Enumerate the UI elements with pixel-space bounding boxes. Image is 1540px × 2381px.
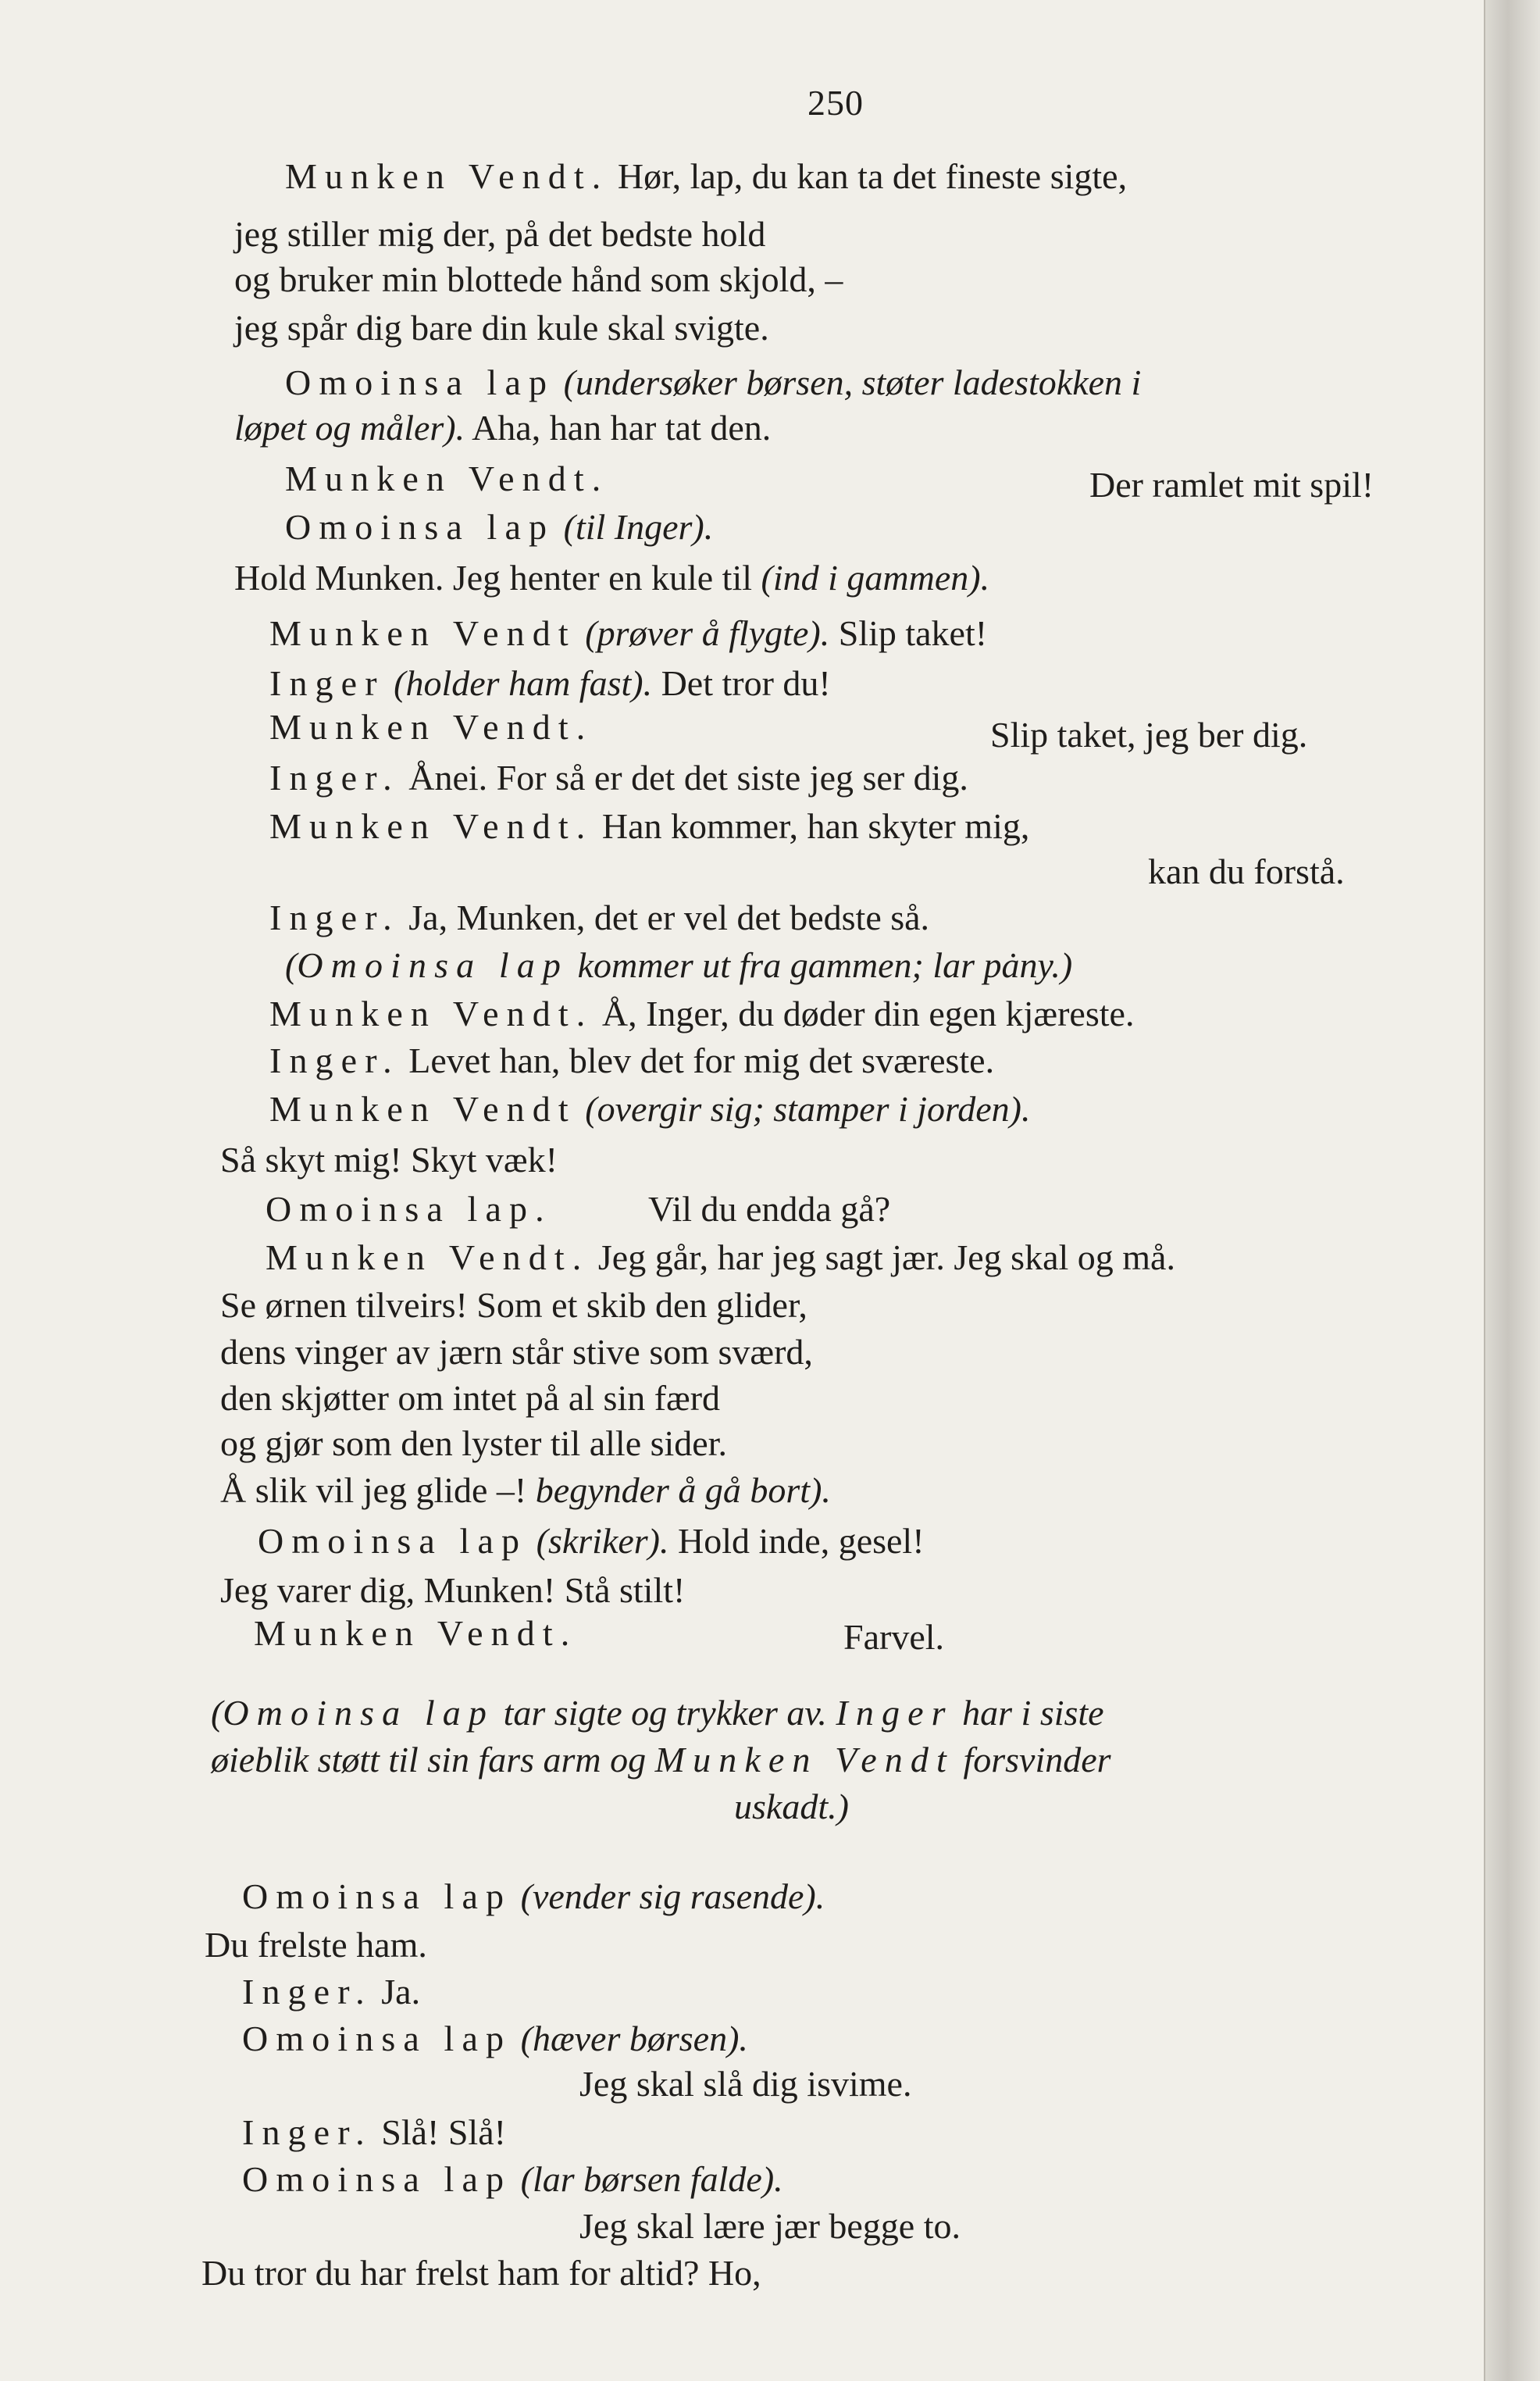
dialogue: Slip taket, jeg ber dig. bbox=[990, 715, 1308, 755]
stage-direction: løpet og måler). bbox=[234, 408, 465, 448]
text-line bbox=[242, 2017, 748, 2061]
speaker: Omoinsa lap bbox=[285, 507, 555, 547]
speaker: Omoinsa lap bbox=[223, 1693, 495, 1733]
dialogue: Farvel. bbox=[843, 1617, 945, 1657]
text-line bbox=[254, 1612, 577, 1655]
text-line bbox=[242, 2111, 506, 2154]
dialogue: og gjør som den lyster til alle sider. bbox=[220, 1423, 728, 1463]
text-line bbox=[266, 1236, 1175, 1280]
text-line bbox=[285, 457, 608, 501]
page-number: 250 bbox=[807, 83, 864, 123]
text-line bbox=[269, 896, 929, 940]
text-line bbox=[285, 155, 1127, 198]
dialogue: Se ørnen tilveirs! Som et skib den glider, bbox=[220, 1285, 807, 1325]
text-line bbox=[205, 1923, 427, 1967]
text-line bbox=[220, 1283, 807, 1327]
dialogue: Jeg skal slå dig isvime. bbox=[579, 2064, 912, 2104]
speaker: Munken Vendt bbox=[269, 613, 576, 653]
dialogue: Der ramlet mit spil! bbox=[1089, 465, 1374, 505]
stage-direction-line: uskadt.) bbox=[734, 1787, 849, 1826]
speaker: Munken Vendt. bbox=[269, 806, 594, 846]
speaker: Munken Vendt bbox=[269, 1089, 576, 1129]
stage-direction-line: øieblik støtt til sin fars arm og Munken Vendt forsvinder bbox=[211, 1740, 1111, 1780]
text-line bbox=[1089, 463, 1374, 507]
speaker: Munken Vendt. bbox=[269, 707, 594, 747]
dialogue: Vil du endda gå? bbox=[648, 1189, 891, 1229]
dialogue: Slå! Slå! bbox=[372, 2112, 506, 2152]
dialogue: Du tror du har frelst ham for altid? Ho, bbox=[201, 2253, 761, 2293]
text-line bbox=[258, 1519, 925, 1563]
dialogue: Hør, lap, du kan ta det fineste sigte, bbox=[608, 156, 1128, 196]
text-line bbox=[242, 2158, 783, 2201]
text-line bbox=[285, 361, 1141, 405]
speaker: Inger bbox=[836, 1693, 954, 1733]
text-line bbox=[242, 1875, 825, 1919]
text-line bbox=[269, 756, 968, 800]
speaker: Omoinsa lap bbox=[242, 2019, 512, 2058]
text-line bbox=[220, 1422, 727, 1465]
stage-direction: (ind i gammen). bbox=[761, 558, 990, 598]
dialogue: Jeg går, har jeg sagt jær. Jeg skal og må. bbox=[589, 1237, 1175, 1277]
text-line bbox=[269, 612, 987, 655]
dialogue: den skjøtter om intet på al sin færd bbox=[220, 1378, 721, 1418]
dialogue: Jeg skal lære jær begge to. bbox=[579, 2206, 961, 2246]
stage-direction: (til Inger). bbox=[554, 507, 714, 547]
text-line bbox=[201, 2251, 761, 2295]
text-line bbox=[234, 258, 843, 302]
speaker: Omoinsa lap bbox=[258, 1521, 528, 1561]
dialogue: Levet han, blev det for mig det sværeste. bbox=[399, 1041, 995, 1080]
text-line bbox=[234, 406, 771, 450]
text-line bbox=[648, 1187, 890, 1231]
text-line bbox=[220, 1569, 685, 1612]
text-line bbox=[269, 1087, 1031, 1131]
stage-direction-line: (Omoinsa lap tar sigte og trykker av. Inger har i siste bbox=[211, 1693, 1104, 1733]
text-line bbox=[266, 1187, 552, 1231]
speaker: Omoinsa lap bbox=[285, 362, 555, 402]
dialogue: Ja, Munken, det er vel det bedste så. bbox=[399, 898, 930, 937]
dialogue: Ånei. For så er det det siste jeg ser dig. bbox=[399, 758, 968, 798]
speaker: Munken Vendt bbox=[654, 1740, 954, 1780]
stage-direction-line: (Omoinsa lap kommer ut fra gammen; lar pȧny.) bbox=[285, 945, 1073, 985]
dialogue: Så skyt mig! Skyt væk! bbox=[220, 1140, 558, 1180]
text-line bbox=[234, 212, 765, 256]
dialogue: Ja. bbox=[372, 1972, 421, 2012]
dialogue: Slip taket! bbox=[829, 613, 988, 653]
dialogue: Hold Munken. Jeg henter en kule til bbox=[234, 558, 761, 598]
text-line bbox=[269, 705, 593, 749]
text-line bbox=[220, 1376, 720, 1420]
dialogue: jeg spår dig bare din kule skal svigte. bbox=[234, 308, 769, 348]
speaker: Omoinsa lap bbox=[242, 1876, 512, 1916]
dialogue: Du frelste ham. bbox=[205, 1925, 427, 1965]
stage-direction: (prøver å flygte). bbox=[576, 613, 830, 653]
speaker: Munken Vendt. bbox=[266, 1237, 590, 1277]
text-line bbox=[242, 1970, 420, 2014]
text-line bbox=[285, 505, 713, 549]
speaker: Omoinsa lap bbox=[297, 945, 569, 985]
speaker: Inger. bbox=[269, 1041, 400, 1080]
speaker: Inger bbox=[269, 663, 385, 703]
text-line bbox=[269, 805, 1029, 848]
text-line bbox=[220, 1138, 558, 1182]
text-line bbox=[234, 306, 769, 350]
text-line bbox=[269, 1039, 994, 1083]
stage-direction: (holder ham fast). bbox=[384, 663, 653, 703]
stage-direction: begynder å gå bort). bbox=[535, 1470, 831, 1510]
dialogue: Jeg varer dig, Munken! Stå stilt! bbox=[220, 1570, 686, 1610]
speaker: Munken Vendt. bbox=[285, 156, 609, 196]
dialogue: Det tror du! bbox=[652, 663, 831, 703]
speaker: Inger. bbox=[269, 898, 400, 937]
speaker: Omoinsa lap. bbox=[266, 1189, 552, 1229]
stage-direction: (overgir sig; stamper i jorden). bbox=[576, 1089, 1031, 1129]
dialogue: Han kommer, han skyter mig, bbox=[593, 806, 1030, 846]
text-line bbox=[579, 2204, 961, 2248]
dialogue: kan du forstå. bbox=[1148, 851, 1345, 891]
dialogue: og bruker min blottede hånd som skjold, – bbox=[234, 259, 843, 299]
text-line bbox=[843, 1615, 944, 1659]
text-line bbox=[220, 1469, 831, 1512]
dialogue: Aha, han har tat den. bbox=[465, 408, 772, 448]
stage-direction: (skriker). bbox=[527, 1521, 669, 1561]
dialogue: dens vinger av jærn står stive som sværd, bbox=[220, 1332, 813, 1372]
text-line bbox=[990, 713, 1307, 757]
speaker: Munken Vendt. bbox=[269, 994, 594, 1033]
stage-direction: (hæver børsen). bbox=[512, 2019, 748, 2058]
text-line bbox=[579, 2062, 911, 2106]
text-line bbox=[1148, 850, 1345, 894]
dialogue: Hold inde, gesel! bbox=[668, 1521, 925, 1561]
dialogue: Å, Inger, du døder din egen kjæreste. bbox=[593, 994, 1135, 1033]
page-edge bbox=[1484, 0, 1540, 2381]
stage-direction: (lar børsen falde). bbox=[512, 2159, 783, 2199]
speaker: Munken Vendt. bbox=[285, 459, 609, 498]
dialogue: Å slik vil jeg glide –! bbox=[220, 1470, 536, 1510]
speaker: Inger. bbox=[242, 2112, 373, 2152]
text-line bbox=[269, 992, 1134, 1036]
dialogue: jeg stiller mig der, på det bedste hold bbox=[234, 214, 766, 254]
speaker: Inger. bbox=[242, 1972, 373, 2012]
stage-direction: (undersøker børsen, støter ladestokken i bbox=[554, 362, 1142, 402]
text-line bbox=[220, 1330, 813, 1374]
speaker: Omoinsa lap bbox=[242, 2159, 512, 2199]
speaker: Inger. bbox=[269, 758, 400, 798]
text-line bbox=[234, 556, 989, 600]
speaker: Munken Vendt. bbox=[254, 1613, 578, 1653]
text-line bbox=[269, 662, 831, 705]
stage-direction: (vender sig rasende). bbox=[512, 1876, 825, 1916]
